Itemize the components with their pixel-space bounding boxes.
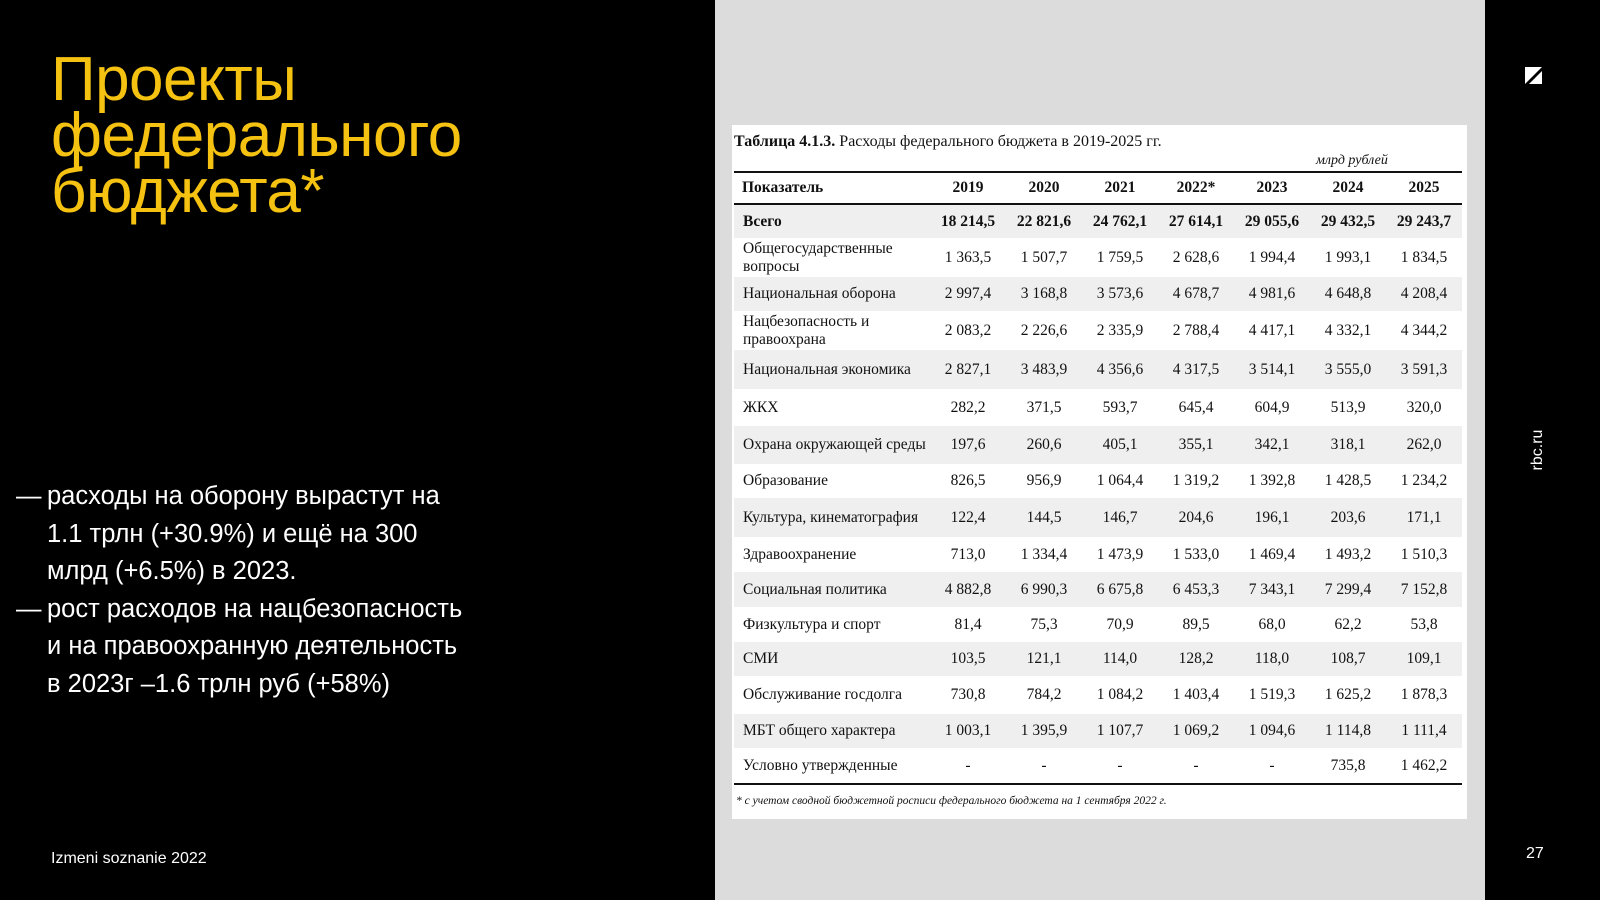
value-cell: 784,2 — [1026, 686, 1062, 703]
value-cell: 4 678,7 — [1172, 285, 1220, 302]
value-cell: 75,3 — [1030, 615, 1058, 633]
value-cell: 320,0 — [1406, 398, 1442, 416]
value-cell: 89,5 — [1182, 615, 1210, 633]
header-cell-year: 2022* — [1176, 179, 1216, 196]
value-cell: 81,4 — [954, 615, 982, 633]
value-cell: 108,7 — [1330, 650, 1366, 667]
value-cell: 1 403,4 — [1172, 686, 1220, 703]
value-cell: 114,0 — [1102, 650, 1138, 667]
table-row — [734, 607, 1462, 642]
value-cell: 1 994,4 — [1248, 248, 1296, 266]
value-cell: 371,5 — [1026, 398, 1062, 416]
header-cell-indicator: Показатель — [742, 179, 824, 196]
value-cell: 18 214,5 — [940, 212, 996, 230]
table-caption-number: Таблица 4.1.3. — [734, 133, 836, 150]
value-cell: 405,1 — [1102, 436, 1138, 453]
value-cell: 4 417,1 — [1248, 321, 1296, 339]
value-cell: 121,1 — [1026, 650, 1062, 667]
value-cell: 2 628,6 — [1172, 248, 1220, 266]
budget-table-card — [732, 125, 1467, 819]
row-label: МБТ общего характера — [743, 722, 896, 739]
table-row — [734, 350, 1462, 389]
value-cell: 4 332,1 — [1324, 321, 1372, 339]
header-cell-year: 2019 — [952, 179, 984, 196]
value-cell: 513,9 — [1330, 398, 1366, 416]
table-caption-text: Расходы федерального бюджета в 2019-2025 гг. — [835, 133, 1162, 150]
value-cell: 3 591,3 — [1400, 360, 1448, 378]
value-cell: 6 453,3 — [1172, 580, 1220, 598]
value-cell: 604,9 — [1254, 398, 1290, 416]
value-cell: 6 675,8 — [1096, 580, 1144, 598]
table-row — [734, 642, 1462, 676]
value-cell: 70,9 — [1106, 615, 1134, 633]
value-cell: 68,0 — [1258, 615, 1286, 633]
value-cell: 1 392,8 — [1248, 472, 1296, 489]
value-cell: 1 094,6 — [1248, 722, 1296, 739]
rbc-logo-icon — [1525, 67, 1542, 84]
value-cell: 1 069,2 — [1172, 722, 1220, 739]
value-cell: 128,2 — [1178, 650, 1214, 667]
value-cell: 1 625,2 — [1324, 686, 1372, 703]
row-label: СМИ — [743, 650, 779, 667]
value-cell: 196,1 — [1254, 508, 1290, 526]
row-label: Культура, кинематография — [743, 508, 919, 526]
slide-title-line: Проекты — [51, 45, 297, 114]
row-label: Социальная политика — [743, 580, 887, 598]
value-cell: 2 788,4 — [1172, 321, 1220, 339]
table-row — [734, 204, 1462, 238]
value-cell: - — [1193, 756, 1199, 774]
value-cell: 342,1 — [1254, 436, 1290, 453]
value-cell: 1 510,3 — [1400, 545, 1448, 563]
value-cell: 29 243,7 — [1396, 212, 1452, 230]
table-row — [734, 464, 1462, 498]
value-cell: 735,8 — [1330, 756, 1366, 774]
value-cell: 262,0 — [1406, 436, 1442, 453]
value-cell: 3 555,0 — [1324, 360, 1372, 378]
value-cell: 4 317,5 — [1172, 360, 1220, 378]
value-cell: 1 107,7 — [1096, 722, 1144, 739]
row-label: Общегосударственные вопросы — [743, 239, 893, 275]
value-cell: 24 762,1 — [1092, 212, 1148, 230]
table-row — [734, 238, 1462, 277]
header-cell-year: 2021 — [1104, 179, 1136, 196]
slide-title-line: федерального — [51, 101, 462, 170]
row-label: ЖКХ — [743, 398, 779, 416]
value-cell: - — [1117, 756, 1123, 774]
value-cell: 2 083,2 — [944, 321, 992, 339]
table-row — [734, 676, 1462, 714]
bullet-list — [16, 478, 696, 703]
footer-text: Izmeni soznanie 2022 — [51, 850, 207, 867]
table-row — [734, 277, 1462, 311]
row-label: Всего — [743, 212, 782, 230]
value-cell: 109,1 — [1406, 650, 1442, 667]
bullet-dash: — — [16, 594, 42, 623]
site-label: rbc.ru — [1529, 429, 1546, 471]
row-label: Физкультура и спорт — [743, 615, 881, 633]
value-cell: 1 493,2 — [1324, 545, 1372, 563]
value-cell: 260,6 — [1026, 436, 1062, 453]
bullet-line: в 2023г –1.6 трлн руб (+58%) — [47, 669, 391, 698]
table-units: млрд рублей — [1316, 153, 1388, 168]
value-cell: 6 990,3 — [1020, 580, 1068, 598]
value-cell: 3 573,6 — [1096, 285, 1144, 302]
slide-title — [51, 45, 462, 226]
value-cell: 4 208,4 — [1400, 285, 1448, 302]
value-cell: 1 003,1 — [944, 722, 992, 739]
value-cell: 29 432,5 — [1320, 212, 1376, 230]
value-cell: 171,1 — [1406, 508, 1442, 526]
value-cell: - — [1269, 756, 1275, 774]
table-row — [734, 572, 1462, 607]
value-cell: 1 834,5 — [1400, 248, 1448, 266]
table-wrap — [734, 171, 1462, 785]
value-cell: 7 299,4 — [1324, 580, 1372, 598]
table-row — [734, 537, 1462, 572]
value-cell: 1 395,9 — [1020, 722, 1068, 739]
value-cell: 956,9 — [1026, 472, 1062, 489]
row-label: Образование — [743, 472, 828, 489]
value-cell: 144,5 — [1026, 508, 1062, 526]
value-cell: 2 827,1 — [944, 360, 992, 378]
table-row — [734, 714, 1462, 748]
value-cell: 1 507,7 — [1020, 248, 1068, 266]
value-cell: 197,6 — [950, 436, 986, 453]
budget-table — [734, 171, 1462, 785]
value-cell: 4 344,2 — [1400, 321, 1448, 339]
value-cell: 203,6 — [1330, 508, 1366, 526]
value-cell: 713,0 — [950, 545, 986, 563]
bullet-item — [16, 478, 696, 591]
header-cell-year: 2023 — [1256, 179, 1288, 196]
value-cell: 645,4 — [1178, 398, 1214, 416]
bullet-line: рост расходов на нацбезопасность — [47, 594, 463, 623]
row-label: Условно утвержденные — [743, 756, 898, 774]
value-cell: 2 226,6 — [1020, 321, 1068, 339]
table-body — [734, 204, 1462, 784]
value-cell: 1 878,3 — [1400, 686, 1448, 703]
value-cell: 1 334,4 — [1020, 545, 1068, 563]
table-header-row — [734, 172, 1462, 204]
value-cell: 7 152,8 — [1400, 580, 1448, 598]
value-cell: - — [1041, 756, 1047, 774]
value-cell: 1 533,0 — [1172, 545, 1220, 563]
value-cell: 4 981,6 — [1248, 285, 1296, 302]
bullet-line: млрд (+6.5%) в 2023. — [47, 557, 297, 585]
value-cell: 1 759,5 — [1096, 248, 1144, 266]
table-row — [734, 748, 1462, 784]
value-cell: 593,7 — [1102, 398, 1138, 416]
value-cell: - — [965, 756, 971, 774]
table-caption — [734, 133, 1162, 151]
value-cell: 122,4 — [950, 508, 986, 526]
value-cell: 826,5 — [950, 472, 986, 489]
value-cell: 4 648,8 — [1324, 285, 1372, 302]
row-label: Национальная экономика — [743, 360, 911, 378]
value-cell: 1 473,9 — [1096, 545, 1144, 563]
table-footnote: * с учетом сводной бюджетной росписи федерального бюджета на 1 сентября 2022 г. — [736, 795, 1167, 807]
value-cell: 1 064,4 — [1096, 472, 1144, 489]
value-cell: 62,2 — [1334, 615, 1362, 633]
value-cell: 318,1 — [1330, 436, 1366, 453]
row-label: Охрана окружающей среды — [743, 436, 926, 453]
value-cell: 27 614,1 — [1168, 212, 1224, 230]
bullet-line: расходы на оборону вырастут на — [47, 482, 440, 510]
value-cell: 1 234,2 — [1400, 472, 1448, 489]
table-row — [734, 389, 1462, 426]
value-cell: 1 084,2 — [1096, 686, 1144, 703]
bullet-dash: — — [16, 482, 42, 510]
value-cell: 1 462,2 — [1400, 756, 1448, 774]
value-cell: 7 343,1 — [1248, 580, 1296, 598]
bullet-line: и на правоохранную деятельность — [47, 632, 458, 660]
value-cell: 355,1 — [1178, 436, 1214, 453]
value-cell: 730,8 — [950, 686, 986, 703]
header-cell-year: 2025 — [1408, 179, 1440, 196]
value-cell: 2 997,4 — [944, 285, 992, 302]
page-number: 27 — [1526, 845, 1544, 862]
value-cell: 1 111,4 — [1401, 722, 1447, 739]
value-cell: 2 335,9 — [1096, 321, 1144, 339]
value-cell: 1 519,3 — [1248, 686, 1296, 703]
slide-title-line: бюджета* — [51, 157, 325, 226]
value-cell: 3 168,8 — [1020, 285, 1068, 302]
table-row — [734, 426, 1462, 464]
row-label: Здравоохранение — [743, 545, 857, 563]
value-cell: 1 363,5 — [944, 248, 992, 266]
value-cell: 204,6 — [1178, 508, 1214, 526]
value-cell: 4 356,6 — [1096, 360, 1144, 378]
value-cell: 118,0 — [1254, 650, 1290, 667]
row-label: Обслуживание госдолга — [743, 686, 902, 703]
value-cell: 146,7 — [1102, 508, 1138, 526]
header-cell-year: 2020 — [1028, 179, 1060, 196]
value-cell: 4 882,8 — [944, 580, 992, 598]
row-label: Национальная оборона — [743, 285, 896, 302]
value-cell: 3 483,9 — [1020, 360, 1068, 378]
value-cell: 282,2 — [950, 398, 986, 416]
header-cell-year: 2024 — [1332, 179, 1364, 196]
value-cell: 29 055,6 — [1244, 212, 1300, 230]
row-label: Нацбезопасность и правоохрана — [743, 312, 870, 348]
value-cell: 1 319,2 — [1172, 472, 1220, 489]
table-row — [734, 498, 1462, 537]
value-cell: 1 428,5 — [1324, 472, 1372, 489]
table-row — [734, 311, 1462, 350]
value-cell: 1 114,8 — [1325, 722, 1371, 739]
bullet-item — [16, 591, 696, 704]
bullet-line: 1.1 трлн (+30.9%) и ещё на 300 — [47, 519, 418, 548]
value-cell: 1 469,4 — [1248, 545, 1296, 563]
value-cell: 103,5 — [950, 650, 986, 667]
value-cell: 1 993,1 — [1324, 248, 1372, 266]
value-cell: 53,8 — [1410, 615, 1438, 633]
value-cell: 3 514,1 — [1248, 360, 1296, 378]
value-cell: 22 821,6 — [1016, 212, 1072, 230]
